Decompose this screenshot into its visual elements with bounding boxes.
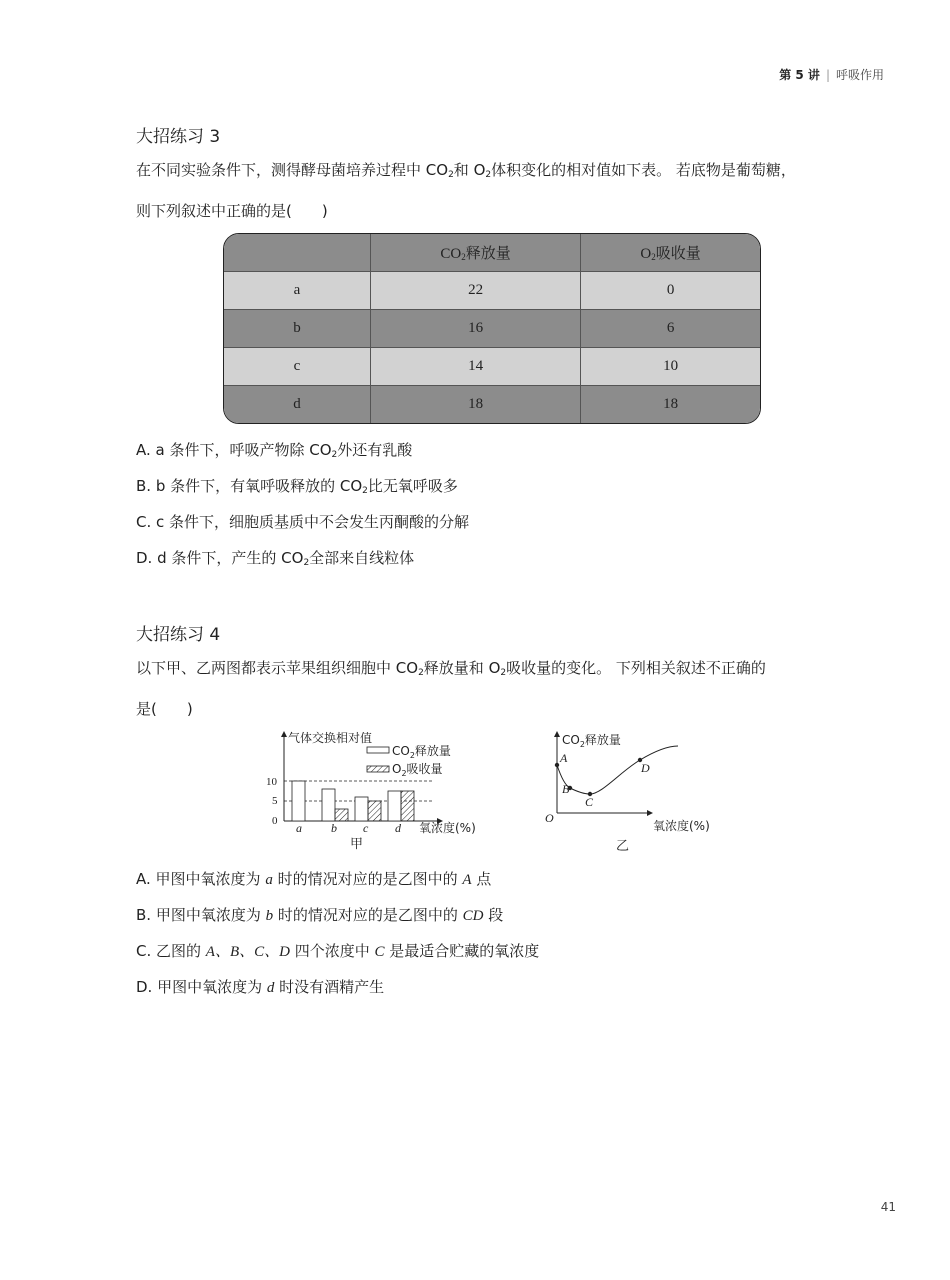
point-label: C [585, 795, 594, 809]
y-axis-label: 气体交换相对值 [288, 731, 373, 745]
table-row: a 22 0 [224, 272, 760, 310]
page-number: 41 [880, 1200, 896, 1214]
x-axis-label: 氧浓度(%) [419, 821, 476, 835]
figure-caption: 甲 [350, 837, 364, 852]
bar-co2-a [292, 781, 305, 821]
bar-co2-d [388, 791, 401, 821]
point-a-marker [555, 763, 559, 767]
q3-option-d: D. d 条件下，产生的 $CO_2$全部来自线粒体 [136, 549, 415, 568]
x-category-label: d [395, 821, 401, 835]
y-tick-label: 5 [272, 795, 278, 807]
figure-yi-curve [540, 728, 730, 858]
legend-o2-swatch [367, 766, 389, 772]
bar-o2-c [368, 801, 381, 821]
col-co2-header: $CO_2$释放量 [371, 234, 581, 272]
bar-co2-b [322, 789, 335, 821]
figure-caption: 乙 [616, 839, 630, 854]
chapter-label: 第 5 讲 [779, 68, 820, 82]
x-category-label: c [363, 821, 369, 835]
y-tick-label: 10 [266, 776, 277, 788]
q3-title: 大招练习 3 [136, 127, 221, 147]
table-row: b 16 6 [224, 310, 760, 348]
bar-co2-c [355, 797, 368, 821]
q3-option-b: B. b 条件下，有氧呼吸释放的 $CO_2$比无氧呼吸多 [136, 477, 458, 496]
co2-release-curve [557, 746, 678, 794]
q4-option-d: D. 甲图中氧浓度为 d 时没有酒精产生 [136, 978, 385, 996]
table-row: d 18 18 [224, 386, 760, 424]
q4-option-b: B. 甲图中氧浓度为 b 时的情况对应的是乙图中的 CD 段 [136, 906, 504, 924]
x-category-label: b [331, 821, 337, 835]
q3-option-c: C. c 条件下，细胞质基质中不会发生丙酮酸的分解 [136, 513, 470, 531]
q3-stem: 在不同实验条件下，测得酵母菌培养过程中 $CO_2$和 $O_2$体积变化的相对值如下表。 若底物是葡萄糖， 则下列叙述中正确的是( ) [136, 161, 796, 220]
y-tick-label: 0 [272, 815, 278, 827]
figure-jia-bar-chart [262, 728, 492, 858]
point-label: D [641, 761, 650, 775]
q4-title: 大招练习 4 [136, 625, 221, 645]
x-axis-label: 氧浓度(%) [653, 819, 710, 833]
legend-o2-label: $O_2$吸收量 [392, 762, 443, 778]
bar-o2-d [401, 791, 414, 821]
q3-data-table [223, 233, 761, 424]
y-axis-label: $CO_2$释放量 [562, 733, 621, 749]
q3-option-a: A. a 条件下，呼吸产物除 $CO_2$外还有乳酸 [136, 441, 413, 460]
table-row: c 14 10 [224, 348, 760, 386]
point-label: B [562, 782, 570, 796]
table-header-row [224, 234, 760, 272]
col-o2-header: $O_2$吸收量 [581, 234, 760, 272]
bar-o2-b [335, 809, 348, 821]
running-header: 第 5 讲 | 呼吸作用 [779, 68, 884, 82]
q4-option-a: A. 甲图中氧浓度为 a 时的情况对应的是乙图中的 A 点 [136, 870, 492, 888]
point-label: A [560, 751, 568, 765]
legend-co2-label: $CO_2$释放量 [392, 744, 451, 760]
legend-co2-swatch [367, 747, 389, 753]
q4-option-c: C. 乙图的 A、B、C、D 四个浓度中 C 是最适合贮藏的氧浓度 [136, 942, 540, 960]
topic-label: 呼吸作用 [835, 68, 884, 82]
x-category-label: a [296, 821, 302, 835]
q4-stem: 以下甲、乙两图都表示苹果组织细胞中 $CO_2$释放量和 $O_2$吸收量的变化。 下列相关叙述不正确的 是( ) [136, 659, 766, 718]
origin-label: O [545, 811, 554, 825]
